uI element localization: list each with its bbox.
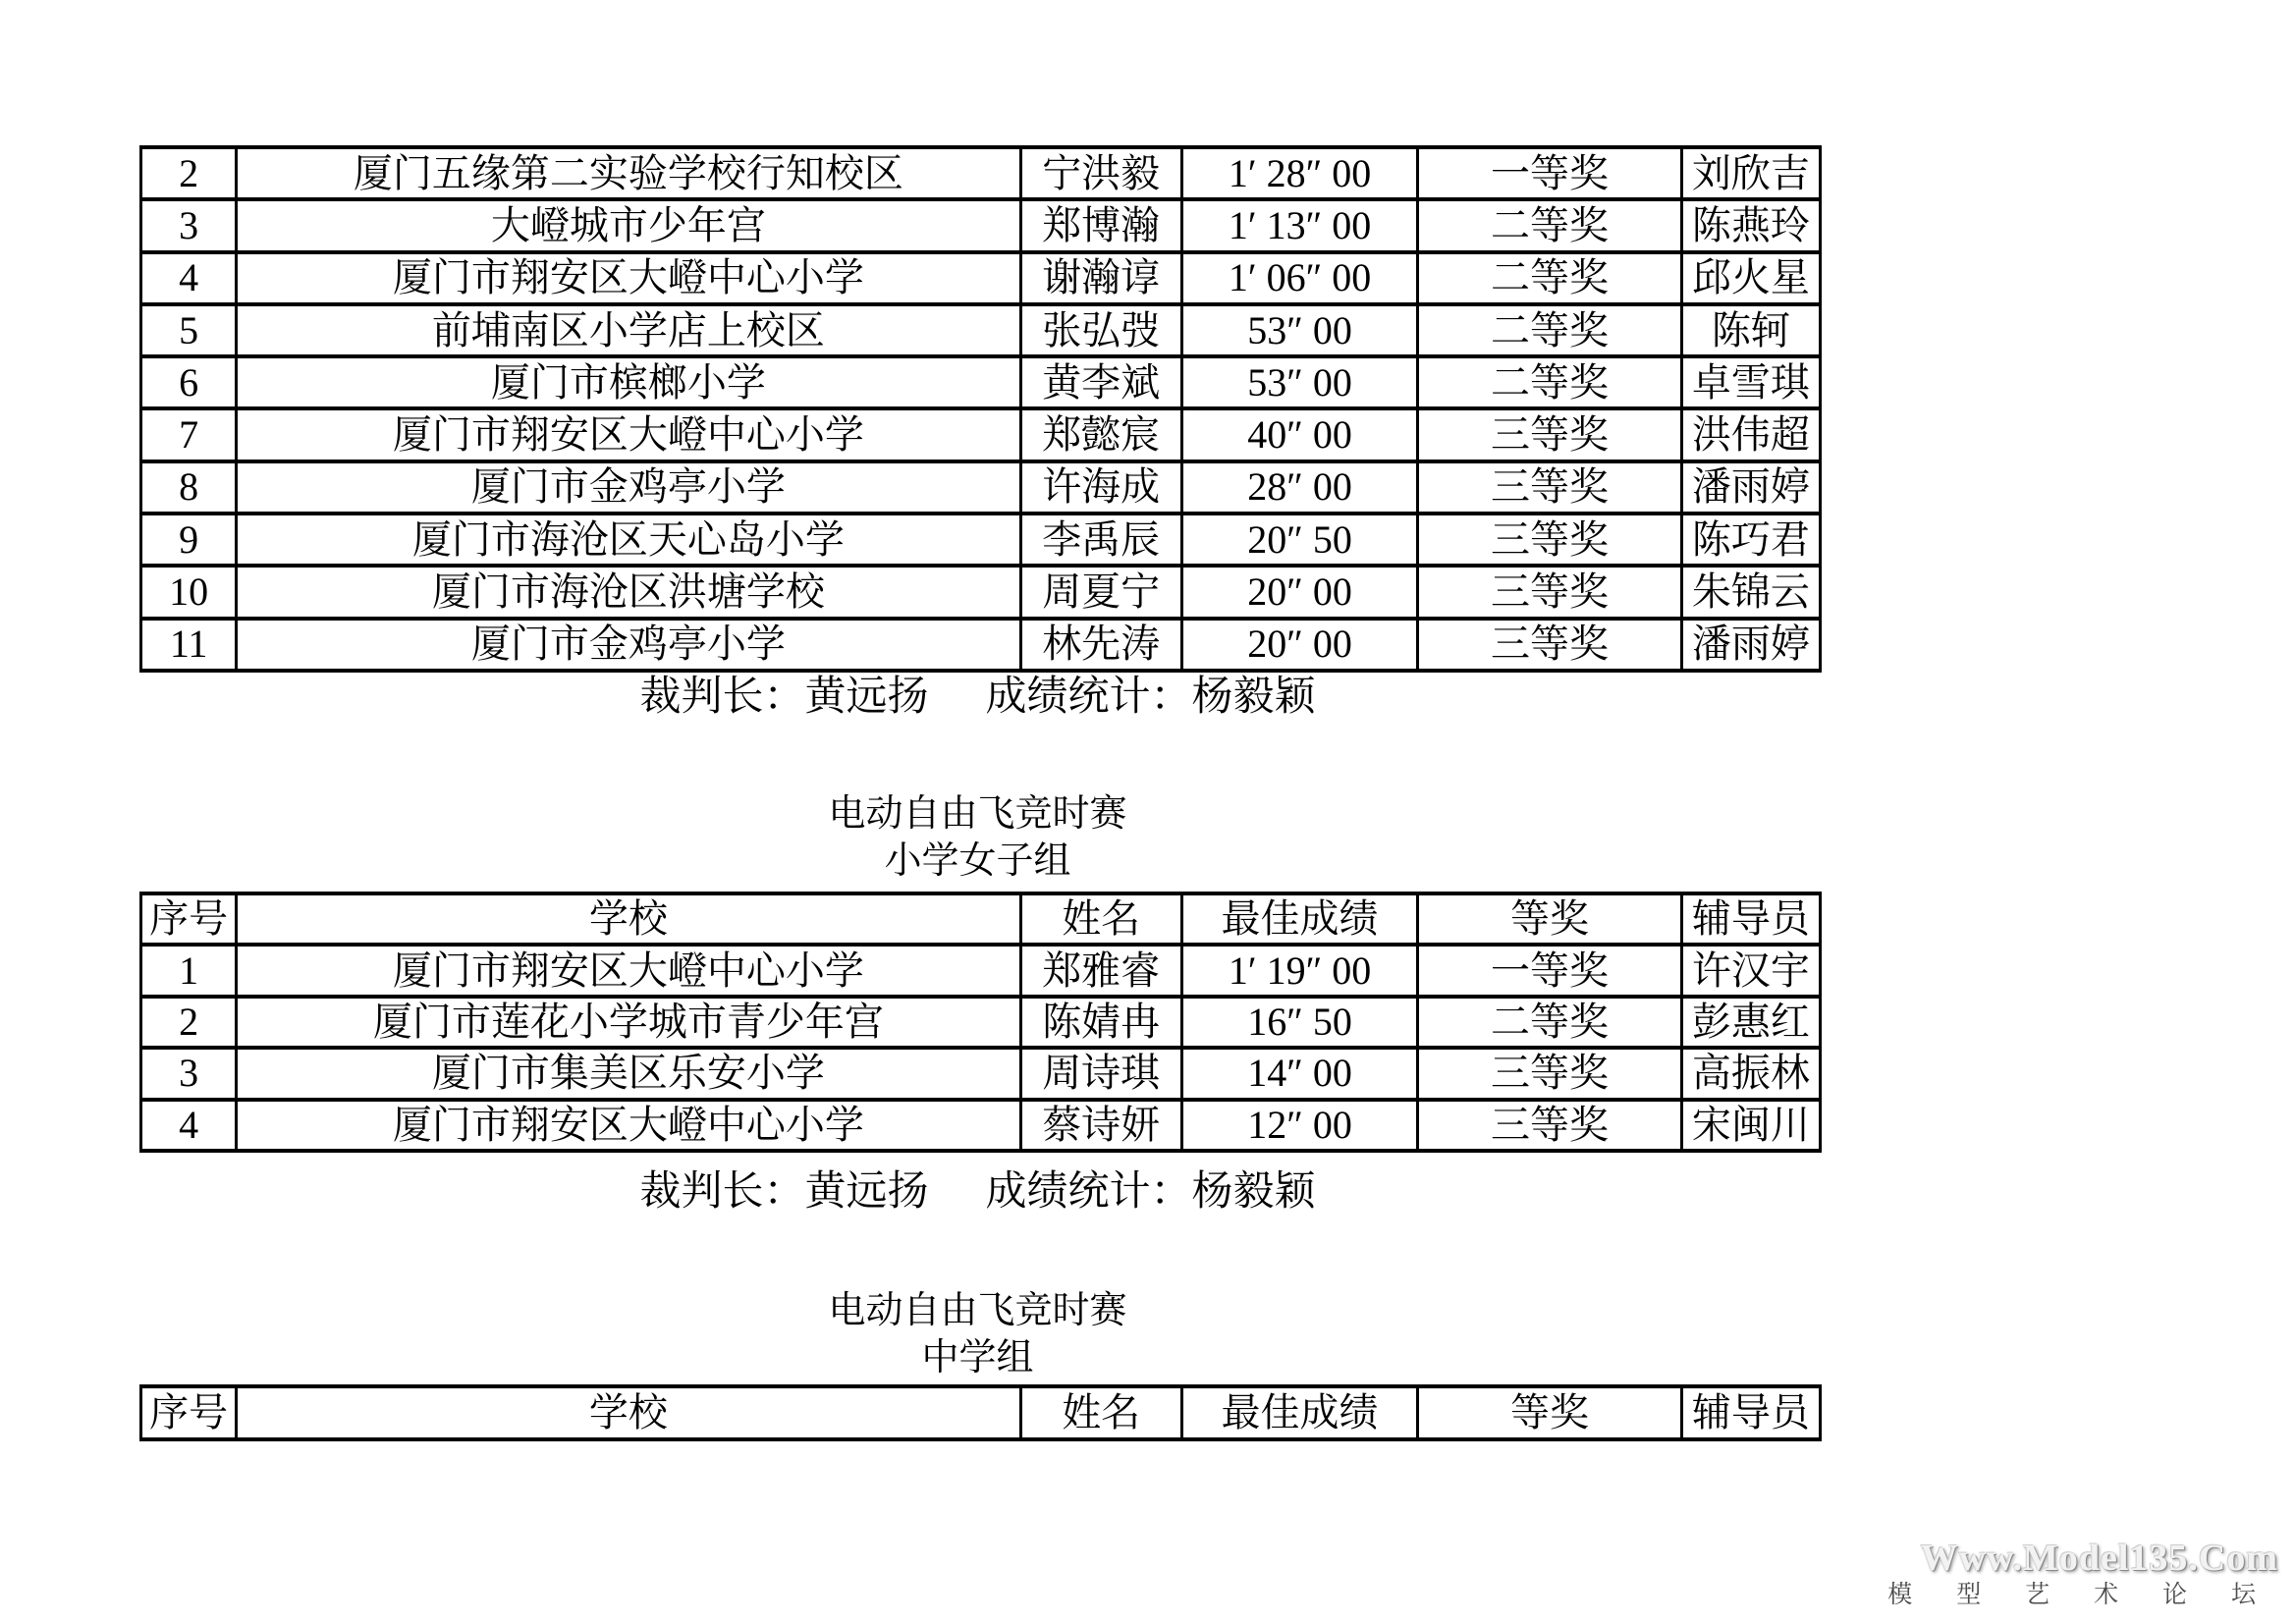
cell-school: 厦门市莲花小学城市青少年宫 [237, 997, 1020, 1048]
header-no: 序号 [141, 1386, 237, 1439]
header-award: 等奖 [1418, 893, 1681, 945]
cell-name: 郑雅睿 [1020, 945, 1181, 996]
watermark-site-text: Www.Model135.Com [1920, 1538, 2278, 1579]
results-table-1 [139, 145, 1822, 673]
header-coach: 辅导员 [1681, 893, 1820, 945]
cell-award: 二等奖 [1418, 304, 1681, 356]
table-row [141, 997, 1821, 1048]
cell-coach: 陈轲 [1681, 304, 1820, 356]
table-row [141, 566, 1821, 618]
cell-school: 大嶝城市少年宫 [237, 199, 1020, 251]
score-statistician-text: 成绩统计：杨毅颖 [985, 675, 1316, 720]
section3-group-subtitle: 中学组 [921, 1337, 1034, 1379]
cell-award: 三等奖 [1418, 514, 1681, 566]
cell-school: 厦门市海沧区天心岛小学 [237, 514, 1020, 566]
cell-no: 5 [141, 304, 237, 356]
cell-score: 20″ 00 [1181, 566, 1417, 618]
cell-no: 8 [141, 461, 237, 514]
header-name: 姓名 [1020, 893, 1181, 945]
cell-score: 28″ 00 [1181, 461, 1417, 514]
header-name: 姓名 [1020, 1386, 1181, 1439]
cell-school: 厦门市金鸡亭小学 [237, 619, 1020, 671]
section3-event-title: 电动自由飞竞时赛 [828, 1290, 1127, 1331]
cell-coach: 高振林 [1681, 1048, 1820, 1099]
judges-line-1 [139, 674, 1816, 721]
table-header-row [141, 893, 1821, 945]
cell-coach: 彭惠红 [1681, 997, 1820, 1048]
cell-no: 3 [141, 199, 237, 251]
cell-no: 4 [141, 1100, 237, 1151]
cell-award: 三等奖 [1418, 408, 1681, 460]
cell-coach: 陈燕玲 [1681, 199, 1820, 251]
table-header-row [141, 1386, 1821, 1439]
cell-coach: 潘雨婷 [1681, 461, 1820, 514]
section2-group-subtitle: 小学女子组 [884, 840, 1071, 882]
header-award: 等奖 [1418, 1386, 1681, 1439]
cell-name: 蔡诗妍 [1020, 1100, 1181, 1151]
cell-name: 周诗琪 [1020, 1048, 1181, 1099]
table-row [141, 304, 1821, 356]
table-row [141, 945, 1821, 996]
table-row [141, 461, 1821, 514]
score-statistician-text: 成绩统计：杨毅颖 [985, 1169, 1316, 1215]
cell-school: 厦门市海沧区洪塘学校 [237, 566, 1020, 618]
cell-score: 53″ 00 [1181, 304, 1417, 356]
cell-score: 1′ 28″ 00 [1181, 147, 1417, 199]
cell-no: 6 [141, 356, 237, 408]
cell-score: 53″ 00 [1181, 356, 1417, 408]
cell-name: 林先涛 [1020, 619, 1181, 671]
watermark-forum-text: 模 型 艺 术 论 坛 [1887, 1581, 2274, 1608]
section2-event-title: 电动自由飞竞时赛 [828, 793, 1127, 835]
cell-school: 前埔南区小学店上校区 [237, 304, 1020, 356]
cell-no: 1 [141, 945, 237, 996]
cell-score: 1′ 19″ 00 [1181, 945, 1417, 996]
cell-award: 三等奖 [1418, 1048, 1681, 1099]
cell-school: 厦门五缘第二实验学校行知校区 [237, 147, 1020, 199]
cell-coach: 朱锦云 [1681, 566, 1820, 618]
cell-name: 郑博瀚 [1020, 199, 1181, 251]
cell-score: 1′ 13″ 00 [1181, 199, 1417, 251]
cell-score: 20″ 00 [1181, 619, 1417, 671]
cell-name: 许海成 [1020, 461, 1181, 514]
cell-no: 9 [141, 514, 237, 566]
cell-name: 郑懿宸 [1020, 408, 1181, 460]
cell-no: 10 [141, 566, 237, 618]
cell-coach: 洪伟超 [1681, 408, 1820, 460]
table-row [141, 1100, 1821, 1151]
cell-name: 谢瀚谆 [1020, 252, 1181, 304]
cell-no: 11 [141, 619, 237, 671]
cell-score: 40″ 00 [1181, 408, 1417, 460]
cell-name: 张弘弢 [1020, 304, 1181, 356]
cell-school: 厦门市金鸡亭小学 [237, 461, 1020, 514]
cell-coach: 邱火星 [1681, 252, 1820, 304]
results-table-middle-school [139, 1384, 1822, 1441]
chief-judge-text: 裁判长：黄远扬 [639, 1169, 929, 1215]
table-row [141, 252, 1821, 304]
cell-name: 陈婧冉 [1020, 997, 1181, 1048]
cell-award: 三等奖 [1418, 566, 1681, 618]
cell-coach: 陈巧君 [1681, 514, 1820, 566]
cell-no: 4 [141, 252, 237, 304]
table-row [141, 619, 1821, 671]
watermark [1887, 1540, 2278, 1607]
cell-coach: 宋闽川 [1681, 1100, 1820, 1151]
cell-school: 厦门市翔安区大嶝中心小学 [237, 252, 1020, 304]
results-table-girls [139, 892, 1822, 1153]
header-coach: 辅导员 [1681, 1386, 1820, 1439]
cell-score: 14″ 00 [1181, 1048, 1417, 1099]
cell-award: 三等奖 [1418, 461, 1681, 514]
cell-name: 宁洪毅 [1020, 147, 1181, 199]
table-row [141, 408, 1821, 460]
header-no: 序号 [141, 893, 237, 945]
cell-award: 二等奖 [1418, 997, 1681, 1048]
cell-score: 12″ 00 [1181, 1100, 1417, 1151]
table-row [141, 356, 1821, 408]
cell-school: 厦门市翔安区大嶝中心小学 [237, 945, 1020, 996]
cell-school: 厦门市翔安区大嶝中心小学 [237, 1100, 1020, 1151]
cell-award: 三等奖 [1418, 1100, 1681, 1151]
cell-no: 7 [141, 408, 237, 460]
cell-no: 3 [141, 1048, 237, 1099]
cell-coach: 潘雨婷 [1681, 619, 1820, 671]
table-row [141, 1048, 1821, 1099]
header-school: 学校 [237, 1386, 1020, 1439]
table-row [141, 199, 1821, 251]
header-school: 学校 [237, 893, 1020, 945]
cell-score: 20″ 50 [1181, 514, 1417, 566]
cell-award: 二等奖 [1418, 252, 1681, 304]
cell-coach: 许汉宇 [1681, 945, 1820, 996]
cell-no: 2 [141, 147, 237, 199]
cell-award: 一等奖 [1418, 147, 1681, 199]
cell-no: 2 [141, 997, 237, 1048]
cell-coach: 卓雪琪 [1681, 356, 1820, 408]
header-score: 最佳成绩 [1181, 893, 1417, 945]
chief-judge-text: 裁判长：黄远扬 [639, 675, 929, 720]
cell-award: 二等奖 [1418, 356, 1681, 408]
cell-school: 厦门市翔安区大嶝中心小学 [237, 408, 1020, 460]
cell-name: 李禹辰 [1020, 514, 1181, 566]
cell-school: 厦门市集美区乐安小学 [237, 1048, 1020, 1099]
table-row [141, 514, 1821, 566]
cell-school: 厦门市槟榔小学 [237, 356, 1020, 408]
header-score: 最佳成绩 [1181, 1386, 1417, 1439]
cell-name: 黄李斌 [1020, 356, 1181, 408]
table-row [141, 147, 1821, 199]
cell-award: 二等奖 [1418, 199, 1681, 251]
cell-coach: 刘欣吉 [1681, 147, 1820, 199]
cell-award: 三等奖 [1418, 619, 1681, 671]
cell-award: 一等奖 [1418, 945, 1681, 996]
cell-name: 周夏宁 [1020, 566, 1181, 618]
cell-score: 1′ 06″ 00 [1181, 252, 1417, 304]
judges-line-2 [139, 1168, 1816, 1216]
cell-score: 16″ 50 [1181, 997, 1417, 1048]
